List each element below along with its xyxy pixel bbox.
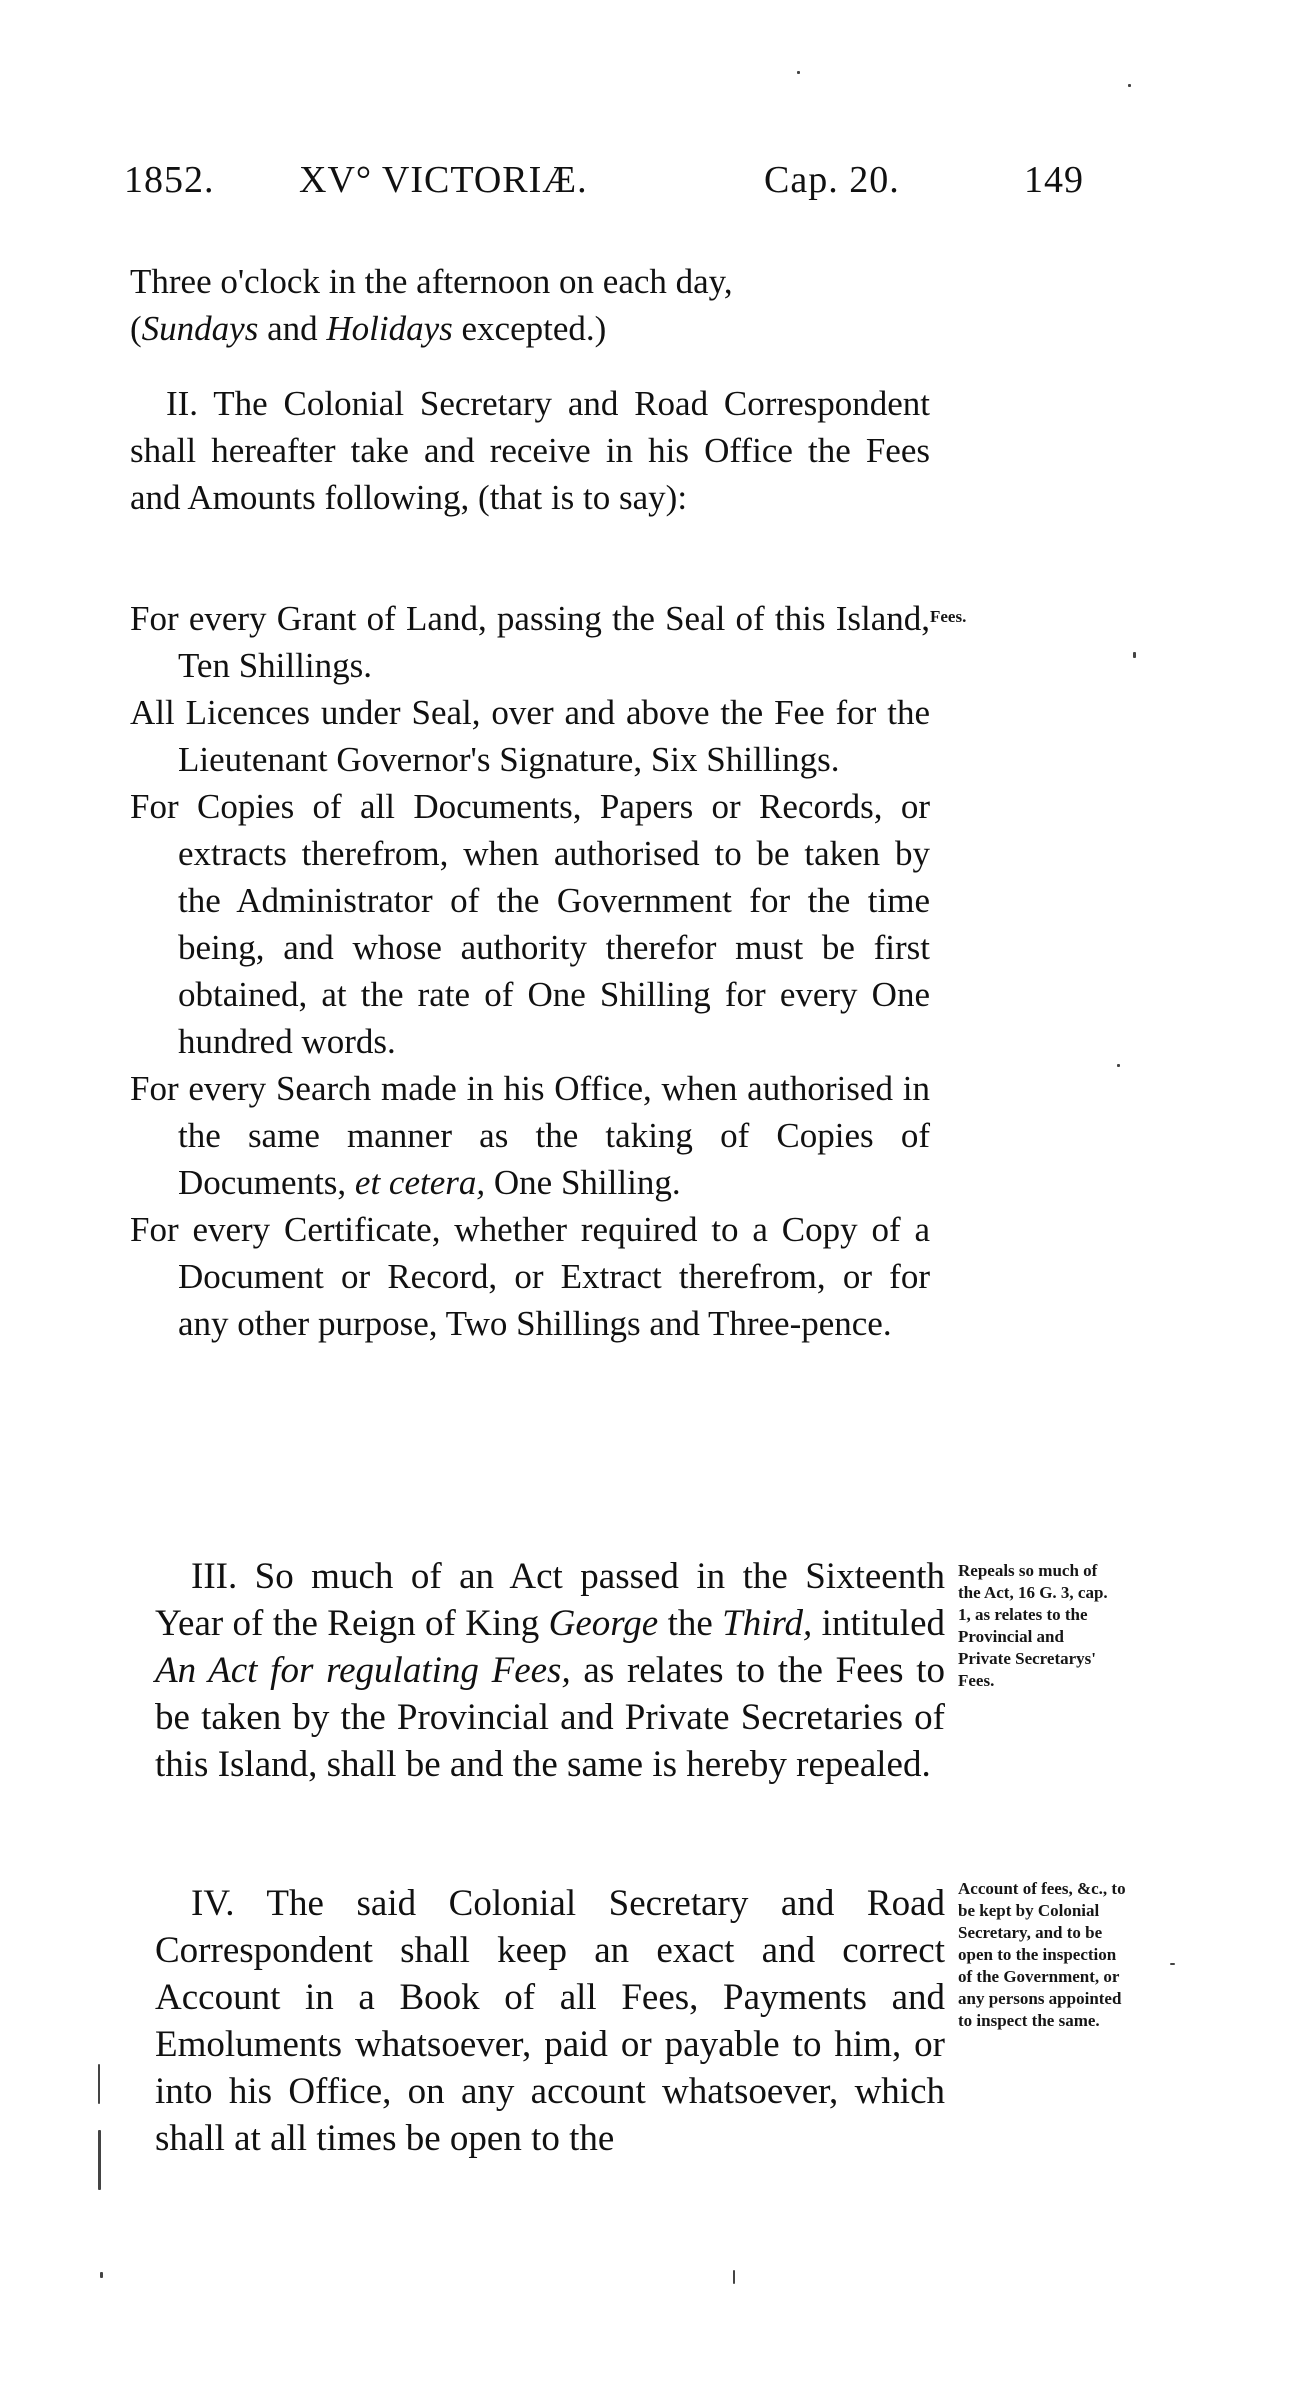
margin-note-fees: Fees.	[930, 607, 967, 626]
section-4-paragraph: IV. The said Colonial Secretary and Road Correspondent shall keep an exact and correct Account in a Book of all Fees, Payments and Emoluments whatsoever, paid or payable to him, or into his Office, on any account whatsoever, which shall at all times be open to the	[155, 1883, 945, 2159]
fee-item-search: For every Search made in his Office, when authorised in the same manner as the taking of Copies of Documents, et cetera, One Shilling.	[130, 1069, 930, 1202]
scan-speck	[1133, 652, 1136, 658]
fee-item-copies: For Copies of all Documents, Papers or Records, or extracts therefrom, when authorised to be taken by the Administrator of the Government for the time being, and whose authority therefor must be first obtained, at the rate of One Shilling for every One hundred words.	[130, 787, 930, 1061]
scan-speck	[1170, 1963, 1175, 1965]
section-3-paragraph: III. So much of an Act passed in the Sixteenth Year of the Reign of King George the Third, intituled An Act for regulating Fees, as relates to the Fees to be taken by the Provincial and Private Secretaries of this Island, shall be and the same is hereby repealed.	[155, 1556, 946, 1785]
continuation-text	[130, 258, 930, 352]
section-2-paragraph: II. The Colonial Secretary and Road Correspondent shall hereafter take and receive in his Office the Fees and Amounts following, (that is to say):	[130, 384, 930, 517]
section-4	[155, 1880, 945, 2162]
scan-speck	[1117, 1064, 1120, 1067]
margin-note-account: Account of fees, &c., to be kept by Colonial Secretary, and to be open to the inspection of the Government, or any persons appointed to inspect the same.	[958, 1879, 1126, 2030]
running-head	[124, 158, 1104, 208]
scan-speck	[100, 2272, 103, 2278]
scan-speck	[1128, 84, 1131, 87]
section-3	[155, 1553, 945, 1788]
page-number: 149	[1024, 159, 1084, 201]
section-2-intro	[130, 380, 930, 521]
scan-speck	[733, 2270, 735, 2284]
running-head-year: 1852.	[124, 159, 215, 201]
fee-item-certificate: For every Certificate, whether required to a Copy of a Document or Record, or Extract therefrom, or for any other purpose, Two Shillings and Three-pence.	[130, 1210, 930, 1343]
continuation-line-2: (Sundays and Holidays excepted.)	[130, 309, 607, 348]
fee-item-licences: All Licences under Seal, over and above the Fee for the Lieutenant Governor's Signature, Six Shillings.	[130, 693, 930, 779]
scan-speck	[98, 2130, 101, 2190]
running-head-reign: XV° VICTORIÆ.	[299, 159, 588, 201]
continuation-line-1: Three o'clock in the afternoon on each day,	[130, 262, 733, 301]
fee-items-list	[130, 595, 930, 1347]
fee-item-grant: For every Grant of Land, passing the Seal of this Island, Ten Shillings.	[130, 599, 930, 685]
scan-speck	[797, 71, 800, 74]
margin-note-repeals: Repeals so much of the Act, 16 G. 3, cap. 1, as relates to the Provincial and Private Secretarys' Fees.	[958, 1561, 1108, 1690]
running-head-chapter: Cap. 20.	[764, 159, 900, 201]
scan-speck	[98, 2064, 100, 2104]
